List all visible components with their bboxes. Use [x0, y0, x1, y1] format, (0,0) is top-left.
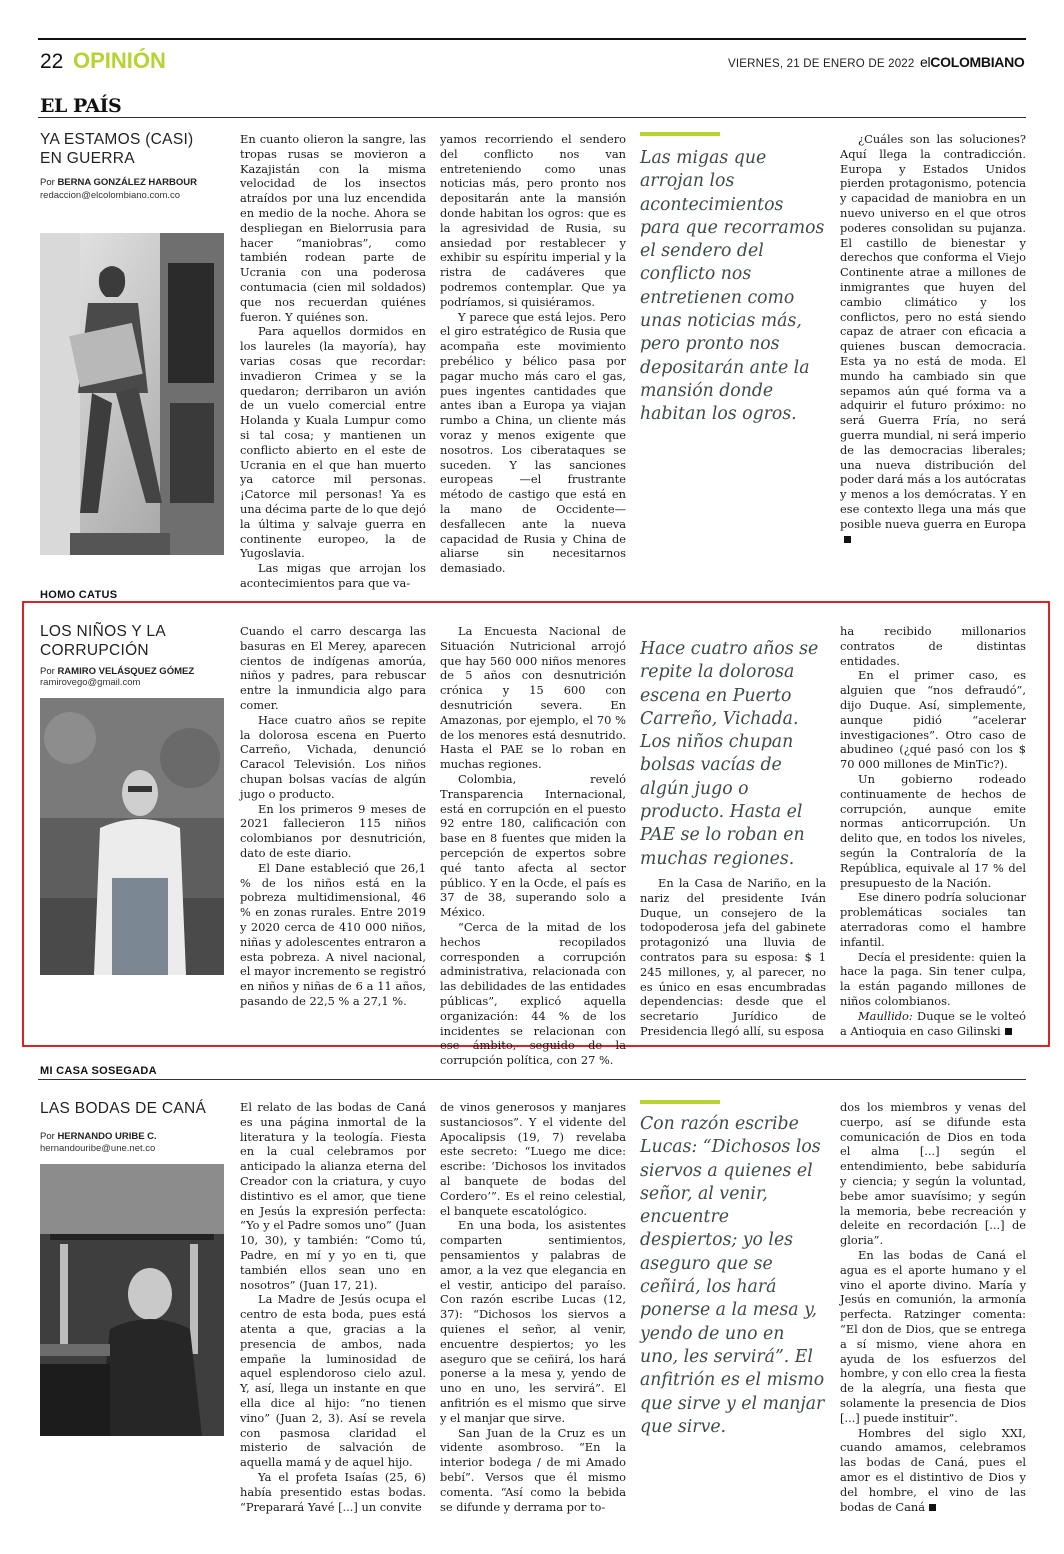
author-photo-illustration — [40, 698, 224, 975]
paragraph: Decía el presidente: quien la hace la paga. Sin tener culpa, la están pagando millones de niños colombianos. — [840, 949, 1026, 1008]
article3-email: hernandouribe@une.net.co — [40, 1143, 156, 1154]
quote-accent-bar — [640, 1100, 720, 1104]
paragraph: En los primeros 9 meses de 2021 fallecieron 115 niños colombianos por desnutrición, dato de este diario. — [240, 801, 426, 860]
paragraph: En las bodas de Caná el agua es el aporte humano y el vino el aporte divino. María y Jesús en comunión, la armonía perfecta. Ratzinger comenta: “El don de Dios, que se entrega a sí mismo, viene ahora en ayuda de los esfuerzos del hombre, y con ello crea la fiesta de la alegría, una fiesta que solamente la presencia de Dios [...] puede instituir”. — [840, 1247, 1026, 1425]
paragraph: Ese dinero podría solucionar problemáticas sociales tan aterradoras como el hambre infantil. — [840, 890, 1026, 949]
article2-byline: Por RAMIRO VELÁSQUEZ GÓMEZ — [40, 666, 195, 677]
article3-headline: LAS BODAS DE CANÁ — [40, 1100, 207, 1117]
article3-column-2 — [440, 1100, 626, 1540]
quote-accent-bar — [640, 132, 720, 136]
paragraph: En una boda, los asistentes comparten sentimientos, pensamientos y palabras de amor, a la vez que elegancia en el vestir, anticipo del paraíso. Con razón escribe Lucas (12, 37): “Dichosos los siervos a quienes el señor, al venir, encuentre despiertos; yo les aseguro que se ceñirá, los hará ponerse a la mesa y, yendo de uno en uno, les servirá”. El anfitrión es el mismo que sirve y el manjar que sirve. — [440, 1218, 626, 1425]
paragraph: El relato de las bodas de Caná es una página inmortal de la literatura y la teología. Fiesta en la cual celebramos por anticipado la alianza eterna del Creador con la criatura, y cuyo distintivo es el amor, que tiene en Jesús la expresión perfecta: “Yo y el Padre somos uno” (Juan 10, 30), y también: “Como tú, Padre, en mí y yo en ti, que también ellos sean uno en nosotros” (Juan 17, 21). — [240, 1100, 426, 1292]
article1-column-4 — [840, 132, 1026, 572]
paragraph: San Juan de la Cruz es un vidente asombroso. “En la interior bodega / de mi Amado bebí”. Versos que él mismo comenta. “Así como la bebida se difunde y derrama por to- — [440, 1425, 626, 1514]
paragraph: “Cerca de la mitad de los hechos recopilados corresponden a corrupción administrativa, relacionada con las debilidades de las entidades públicas”, explicó aquella organización: 44 % de los incidentes se relacionan con ese ámbito, seguido de la corrupción política, con 27 %. — [440, 919, 626, 1068]
article2-column-1 — [240, 624, 426, 1034]
section-rule — [38, 117, 1026, 118]
end-mark — [929, 1504, 936, 1511]
paragraph: Hombres del siglo XXI, cuando amamos, celebramos las bodas de Caná, pues el amor es el distintivo de Dios y del hombre, el vino de las bodas de Caná — [840, 1425, 1026, 1514]
article3-byline: Por HERNANDO URIBE C. — [40, 1131, 157, 1142]
header-rule — [38, 38, 1026, 40]
article2-section-tag: HOMO CATUS — [40, 589, 118, 601]
paragraph: En la Casa de Nariño, en la nariz del presidente Iván Duque, un consejero de la todopoderosa jefa del gabinete protagonizó una lluvia de contratos para su esposa: $ 1 245 millones, y, al parecer, no es único en esas encumbradas dependencias: desde que el secretario Jurídico de Presidencia llegó allí, su esposa — [640, 876, 826, 1038]
article1-byline: Por BERNA GONZÁLEZ HARBOUR — [40, 177, 197, 188]
paragraph: Cuando el carro descarga las basuras en El Merey, aparecen cientos de indígenas amorúa, niños y padres, para rebuscar entre la inmundicia algo para comer. — [240, 624, 426, 712]
article2-column-2 — [440, 624, 626, 1068]
maullido-label: Maullido: — [858, 1008, 913, 1023]
paragraph: de vinos generosos y manjares sustanciosos”. Y el vidente del Apocalipsis (19, 7) revelaba este secreto: “Luego me dice: escribe: ‘Dichosos los invitados al banquete de bodas del Cordero’”. Es el reino celestial, el banquete escatológico. — [440, 1100, 626, 1218]
article1-email: redaccion@elcolombiano.com.co — [40, 190, 181, 201]
paragraph: La Madre de Jesús ocupa el centro de esta boda, pues está atenta a que, gracias a la presencia de ambos, nada empañe la luminosidad de aquel esplendoroso cielo azul. Y, así, llega un instante en que ella dice al hijo: “no tienen vino” (Juan 2, 3). Así se revela con pasmosa claridad el misterio de salvación de aquella mamá y de aquel hijo. — [240, 1292, 426, 1470]
article1-headline: YA ESTAMOS (CASI) EN GUERRA — [40, 131, 194, 167]
article3-photo-author — [40, 1164, 224, 1436]
statue-photo-illustration — [40, 233, 224, 555]
paragraph: Ya el profeta Isaías (25, 6) había presentido estas bodas. “Preparará Yavé [...] un convite — [240, 1469, 426, 1514]
section-rule — [38, 1079, 1026, 1080]
article2-column-3 — [640, 876, 826, 1038]
article2-pull-quote: Hace cuatro años se repite la dolorosa escena en Puerto Carreño, Vichada. Los niños chupan bolsas vacías de algún jugo o producto. Hasta el PAE se lo roban en muchas regiones. — [640, 639, 819, 869]
paragraph: ha recibido millonarios contratos de distintas entidades. — [840, 624, 1026, 668]
paragraph: El Dane estableció que 26,1 % de los niños está en la pobreza multidimensional, 46 % en zonas rurales. Entre 2019 y 2020 cerca de 410 000 niños, niñas y adolescentes entraron a esta pobreza. A nivel nacional, el mayor incremento se registró en niños y niñas de 6 a 11 años, pasando de 22,5 % a 27,1 %. — [240, 860, 426, 1008]
paragraph: Y parece que está lejos. Pero el giro estratégico de Rusia que acompaña este movimiento prebélico y bélico pasa por pagar mucho más caro el gas, pues ingentes cantidades que antes iban a Europa ya viajan rumbo a China, un cliente más voraz y menos exigente que nosotros. Los ciberataques se suceden. Y las sanciones europeas —el frustrante método de castigo que está en la mano de Occidente— desfallecen ante la nueva capacidad de Rusia y China de aliarse sin necesitarnos demasiado. — [440, 309, 626, 576]
article1-photo-statue — [40, 233, 224, 555]
article1-pull-quote: Las migas que arrojan los acontecimientos para que recorramos el sendero del conflicto nos entretienen como unas noticias más, pero pronto nos depositarán ante la mansión donde habitan los ogros. — [640, 148, 825, 425]
article1-column-1 — [240, 132, 427, 590]
paragraph: Un gobierno rodeado continuamente de hechos de corrupción, aunque emite normas anticorrupción. Un delito que, en todos los niveles, según la Contraloría de la República, equivale al 17 % del presupuesto de la Nación. — [840, 771, 1026, 890]
article2-photo-author — [40, 698, 224, 975]
newspaper-logo: elCOLOMBIANO — [920, 54, 1025, 70]
el-pais-logo: EL PAÍS — [40, 95, 122, 117]
maullido-note: Maullido: Duque se le volteó a Antioquia en caso Gilinski — [840, 1008, 1026, 1038]
article2-headline: LOS NIÑOS Y LA CORRUPCIÓN — [40, 623, 166, 659]
paragraph: yamos recorriendo el sendero del conflicto nos van entreteniendo como unas noticias más, pero pronto nos depositarán ante la mansión donde habitan los ogros: que es la agresividad de Rusia, su ansiedad por restablecer y exhibir su espíritu imperial y la ristra de cadáveres que podremos contemplar. Que ya podríamos, si quisiéramos. — [440, 132, 626, 309]
paragraph: En el primer caso, es alguien que “nos defraudó”, dijo Duque. Así, simplemente, aunque pidió “acelerar investigaciones”. Otro caso de abudineo (¿qué pasó con los $ 70 000 millones de MinTic?). — [840, 668, 1026, 772]
article2-column-4 — [840, 624, 1026, 1038]
end-mark — [844, 536, 851, 543]
page-number: 22 — [40, 50, 64, 73]
paragraph: ¿Cuáles son las soluciones? Aquí llega la contradicción. Europa y Estados Unidos pierden protagonismo, potencia y capacidad de maniobra en un nuevo universo en el que otros poderes consolidan su pujanza. El castillo de bienestar y derechos que conforma el Viejo Continente atrae a millones de inmigrantes que huyen del cambio climático y los conflictos, pero no está siendo capaz de atraer con eficacia a quienes buscan democracia. Esta ya no está de moda. El mundo ha cambiado sin que sepamos aún qué forma va a adquirir el futuro próximo: no será Guerra Fría, no será guerra mundial, ni será imperio de las democracias liberales; una nueva distribución del poder dará más a los autócratas y menos a los demócratas. Y en ese contexto llega una más que posible nueva guerra en Europa — [840, 132, 1026, 546]
article3-column-4 — [840, 1100, 1026, 1540]
paragraph: dos los miembros y venas del cuerpo, así se difunde esta comunicación de Dios en toda el alma [...] según el entendimiento, bebe sabiduría y ciencia; y según la voluntad, bebe amor suavísimo; y según la memoria, bebe recreación y deleite en recordación [...] de gloria”. — [840, 1100, 1026, 1248]
article1-column-2 — [440, 132, 626, 576]
paragraph: Hace cuatro años se repite la dolorosa escena en Puerto Carreño, Vichada, denunció Caracol Televisión. Los niños chupan bolsas vacías de algún jugo o producto. — [240, 712, 426, 801]
paragraph: Las migas que arrojan los acontecimientos para que va- — [240, 561, 426, 590]
article3-section-tag: MI CASA SOSEGADA — [40, 1065, 157, 1077]
paragraph: Colombia, reveló Transparencia Internacional, está en corrupción en el puesto 92 entre 180, calificación con base en 8 fuentes que miden la percepción de expertos sobre qué tanto afecta al sector público. Y en la Ocde, el país es 37 de 38, superando solo a México. — [440, 771, 626, 920]
author-photo-illustration — [40, 1164, 224, 1436]
end-mark — [1005, 1028, 1012, 1035]
article2-email: ramirovego@gmail.com — [40, 677, 141, 688]
article3-column-1 — [240, 1100, 426, 1540]
paragraph: La Encuesta Nacional de Situación Nutricional arrojó que hay 560 000 niños menores de 5 años con desnutrición crónica y 15 600 con desnutrición severa. En Amazonas, por ejemplo, el 70 % de los menores está desnutrido. Hasta el PAE se lo roban en muchas regiones. — [440, 624, 626, 772]
section-title: OPINIÓN — [73, 48, 166, 73]
article3-pull-quote: Con razón escribe Lucas: “Dichosos los siervos a quienes el señor, al venir, encuentre despiertos; yo les aseguro que se ceñirá, los hará ponerse a la mesa y, yendo de uno en uno, les servirá”. El anfitrión es el mismo que sirve y el manjar que sirve. — [640, 1114, 825, 1437]
paragraph: En cuanto olieron la sangre, las tropas rusas se movieron a Kazajistán con la misma velocidad de los insectos atraídos por una luz encendida en medio de la noche. Ahora se despliegan en Bielorrusia para hacer “maniobras”, como también rodean parte de Ucrania con una poderosa contumacia (cien mil soldados) que nos recuerdan quiénes fueron. Y quiénes son. — [240, 132, 426, 324]
paragraph: Para aquellos dormidos en los laureles (la mayoría), hay varias cosas que recordar: invadieron Crimea y se la quedaron; derribaron un avión de un vuelo comercial entre Holanda y Kuala Lumpur como si tal cosa; y mantienen un conflicto abierto en el este de Ucrania en el que han muerto ya catorce mil personas. ¡Catorce mil personas! Ya es una décima parte de lo que dejó la última y salvaje guerra en continente europeo, la de Yugoslavia. — [240, 324, 427, 561]
issue-date: VIERNES, 21 DE ENERO DE 2022 — [728, 58, 915, 70]
